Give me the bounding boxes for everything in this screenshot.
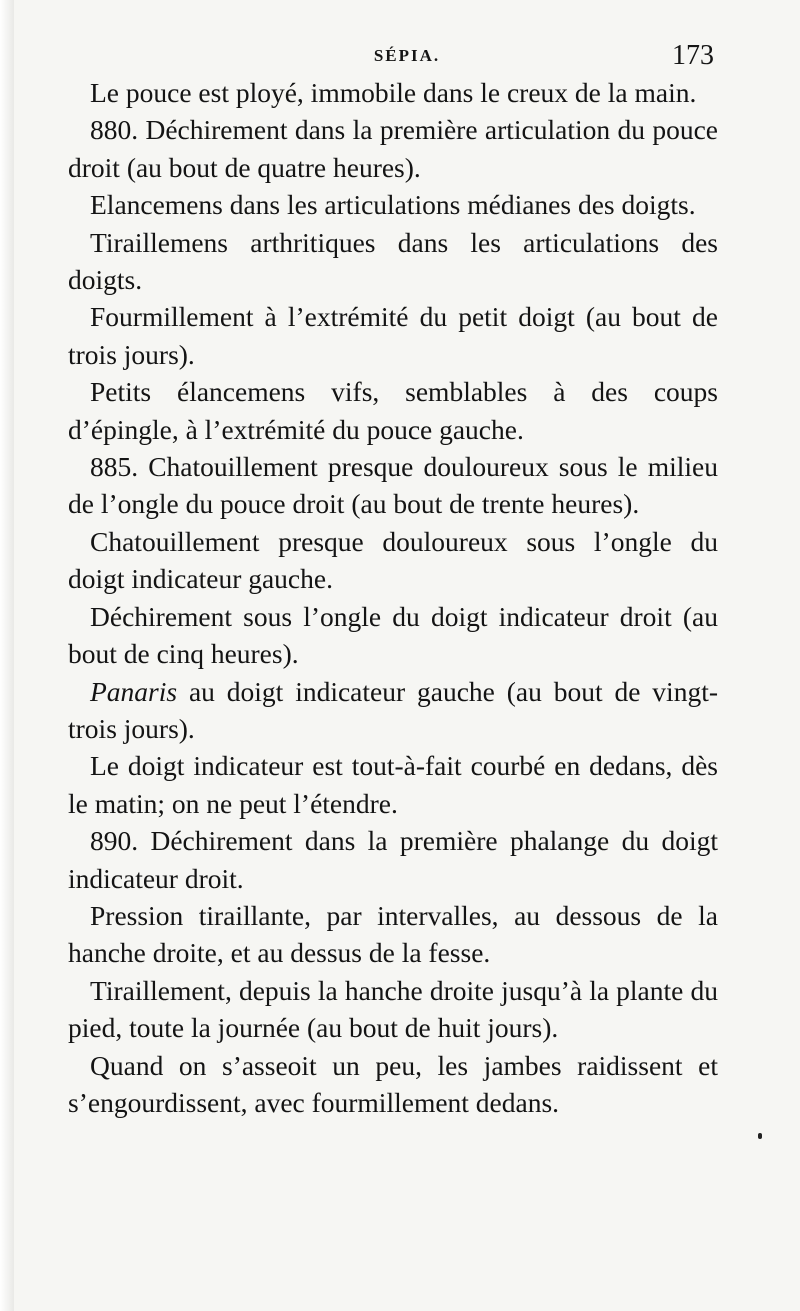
paragraph-9 (68, 598, 718, 673)
paragraph-10 (68, 673, 718, 748)
page-header (14, 36, 800, 76)
paragraph-13 (68, 897, 718, 972)
paragraph-5 (68, 298, 718, 373)
page-edge-shadow (0, 0, 14, 1311)
paragraph-1 (68, 74, 718, 111)
paragraph-text: Tiraillement, depuis la hanche droite jusqu’à la plante du pied, toute la journée (au bout de huit jours). (68, 974, 718, 1044)
paragraph-text: Chatouillement presque douloureux sous l’ongle du doigt indicateur gauche. (68, 525, 718, 595)
paragraph-11 (68, 747, 718, 822)
paragraph-890 (68, 822, 718, 897)
page-number: 173 (672, 40, 714, 71)
body-text (68, 74, 718, 1121)
paragraph-text: Quand on s’asseoit un peu, les jambes raidissent et s’engourdissent, avec fourmillement dedans. (68, 1049, 718, 1118)
paragraph-14 (68, 972, 718, 1047)
book-page (14, 0, 800, 1311)
ink-speck (758, 1133, 762, 1139)
paragraph-text: Elancemens dans les articulations médianes des doigts. (90, 189, 696, 221)
paragraph-text: 880. Déchirement dans la première articulation du pouce droit (au bout de quatre heures). (68, 114, 718, 183)
paragraph-880 (68, 111, 718, 186)
paragraph-6 (68, 373, 718, 448)
paragraph-4 (68, 224, 718, 299)
paragraph-text: Pression tiraillante, par intervalles, au dessous de la hanche droite, et au dessus de la fesse. (68, 899, 718, 969)
paragraph-text: Le doigt indicateur est tout-à-fait courbé en dedans, dès le matin; on ne peut l’étendre. (68, 750, 718, 819)
paragraph-text: Tiraillemens arthritiques dans les articulations des doigts. (68, 226, 718, 296)
paragraph-text: Le pouce est ployé, immobile dans le creux de la main. (90, 77, 697, 108)
paragraph-text: Fourmillement à l’extrémité du petit doigt (au bout de trois jours). (68, 301, 718, 370)
paragraph-text: 890. Déchirement dans la première phalange du doigt indicateur droit. (68, 825, 718, 894)
paragraph-text: Déchirement sous l’ongle du doigt indicateur droit (au bout de cinq heures). (68, 600, 718, 670)
paragraph-3 (68, 186, 718, 223)
running-head: SÉPIA. (373, 46, 441, 65)
italic-term: Panaris (90, 675, 178, 707)
paragraph-15 (68, 1047, 718, 1122)
paragraph-text: au doigt indicateur gauche (au bout de vingt-trois jours). (68, 675, 718, 744)
paragraph-885 (68, 448, 718, 523)
paragraph-8 (68, 523, 718, 598)
paragraph-text: Petits élancemens vifs, semblables à des coups d’épingle, à l’extrémité du pouce gauche. (68, 376, 718, 445)
paragraph-text: 885. Chatouillement presque douloureux sous le milieu de l’ongle du pouce droit (au bout de trente heures). (68, 451, 718, 520)
